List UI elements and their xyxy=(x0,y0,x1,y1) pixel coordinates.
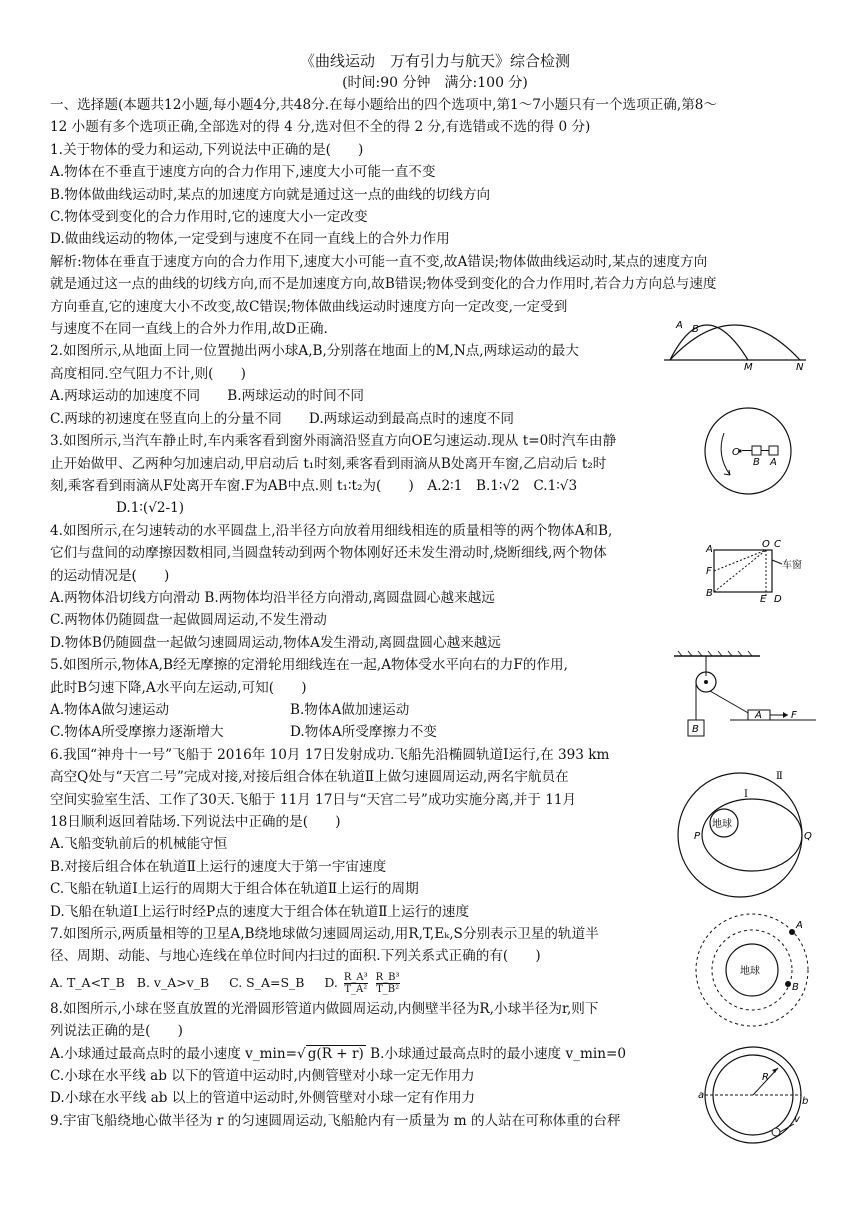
label-b: B xyxy=(692,724,699,735)
q6-option-a: A.飞船变轨前后的机械能守恒 xyxy=(50,836,228,853)
q1-explanation-2: 就是通过这一点的曲线的切线方向,而不是加速度方向,故B错误;物体受到变化的合力作用时,若合力方向总与速度 xyxy=(50,276,717,293)
q2-options-ab: A.两球运动的加速度不同 B.两球运动的时间不同 xyxy=(50,388,364,405)
q4-stem-2: 它们与盘间的动摩擦因数相同,当圆盘转动到两个物体刚好还未发生滑动时,烧断细线,两个物体 xyxy=(50,545,607,562)
label-a: A xyxy=(796,920,803,931)
q8-stem: 8.如图所示,小球在竖直放置的光滑圆形管道内做圆周运动,内侧壁半径为R,小球半径为r,则下 xyxy=(50,1000,599,1017)
q1-option-a: A.物体在不垂直于速度方向的合力作用下,速度大小可能一直不变 xyxy=(50,164,436,181)
satellite-b xyxy=(785,981,791,987)
label-b-block: B xyxy=(753,457,760,468)
q3-stem: 3.如图所示,当汽车静止时,车内乘客看到窗外雨滴沿竖直方向OE匀速运动.现从 t=0时汽车由静 xyxy=(50,433,617,450)
velocity-arrow xyxy=(780,1124,794,1132)
label-a: A xyxy=(755,710,762,721)
label-d: D xyxy=(774,594,782,605)
q5-diagram xyxy=(670,650,820,742)
q8-figure xyxy=(698,1040,808,1150)
page-subtitle: (时间:90 分钟 满分:100 分) xyxy=(342,75,528,91)
line-of xyxy=(714,550,766,571)
label-b: B xyxy=(692,324,699,335)
q8-option-a-prefix: A.小球通过最高点时的最小速度 v_min= xyxy=(50,1045,298,1062)
q2-options-cd: C.两球的初速度在竖直向上的分量不同 D.两球运动到最高点时的速度不同 xyxy=(50,410,514,427)
label-a: a xyxy=(698,1090,705,1101)
q1-stem: 1.关于物体的受力和运动,下列说法中正确的是( ) xyxy=(50,141,364,158)
q9-stem: 9.宇宙飞船绕地心做半径为 r 的匀速圆周运动,飞船舱内有一质量为 m 的人站在可称体重的台秤 xyxy=(50,1112,621,1129)
q1-option-d: D.做曲线运动的物体,一定受到与速度不在同一直线上的合外力作用 xyxy=(50,231,450,248)
q6-figure xyxy=(672,765,812,901)
label-window: 车窗 xyxy=(782,560,802,571)
label-o: O xyxy=(732,447,740,458)
label-earth: 地球 xyxy=(740,966,760,977)
q4-stem: 4.如图所示,在匀速转动的水平圆盘上,沿半径方向放着用细线相连的质量相等的两个物体A和B, xyxy=(50,522,613,539)
q6-diagram xyxy=(672,765,812,901)
block-b xyxy=(752,446,761,455)
q8-stem-2: 列说法正确的是( ) xyxy=(50,1023,183,1040)
label-f: F xyxy=(706,566,712,577)
q7-fraction-a xyxy=(344,972,368,995)
sqrt-sign: √ xyxy=(297,1045,306,1062)
page-title: 《曲线运动 万有引力与航天》综合检测 xyxy=(299,52,570,70)
q5-stem-2: 此时B匀速下降,A水平向左运动,可知( ) xyxy=(50,679,307,696)
label-b: B xyxy=(792,982,799,993)
q4-option-c: C.两物体仍随圆盘一起做圆周运动,不发生滑动 xyxy=(50,612,327,629)
q8-option-b: B.小球通过最高点时的最小速度 v_min=0 xyxy=(370,1045,626,1062)
q4-figure xyxy=(702,405,794,497)
q2-figure xyxy=(660,300,810,372)
q6-option-d: D.飞船在轨道Ⅰ上运行时经P点的速度大于组合体在轨道Ⅱ上运行的速度 xyxy=(50,903,470,920)
label-a-block: A xyxy=(770,457,777,468)
q8-option-c: C.小球在水平线 ab 以下的管道中运动时,内侧管壁对小球一定无作用力 xyxy=(50,1068,475,1085)
q4-diagram xyxy=(702,405,794,497)
rope-a xyxy=(710,691,750,714)
q1-option-b: B.物体做曲线运动时,某点的加速度方向就是通过这一点的曲线的切线方向 xyxy=(50,186,491,203)
q3-stem-3: 刻,乘客看到雨滴从F处离开车窗.F为AB中点.则 t₁∶t₂为( ) A.2∶1 B.1∶√2 C.1∶√3 xyxy=(50,477,578,494)
q2-diagram xyxy=(660,300,810,372)
q7-option-d-prefix: D. xyxy=(324,974,338,990)
label-f: F xyxy=(791,710,797,721)
label-orbit-ii: Ⅱ xyxy=(776,771,783,782)
q7-fraction-b xyxy=(376,972,400,995)
label-n: N xyxy=(796,362,804,373)
q1-explanation: 解析:物体在垂直于速度方向的合力作用下,速度大小可能一直不变,故A错误;物体做曲线运动时,某点的速度方向 xyxy=(50,253,708,270)
label-orbit-i: Ⅰ xyxy=(744,789,748,800)
satellite-a xyxy=(789,929,795,935)
label-a: A xyxy=(706,544,713,555)
q6-stem-3: 空间实验室生活、工作了30天.飞船于 11月 17日与“天宫二号”成功实施分离,并于 11月 xyxy=(50,791,577,808)
block-a xyxy=(769,446,778,455)
q3-option-d: D.1∶(√2-1) xyxy=(116,500,185,517)
q3-diagram xyxy=(702,539,808,605)
label-p: P xyxy=(694,831,701,842)
line-ob xyxy=(714,550,766,592)
q7-diagram xyxy=(690,910,820,1028)
label-v: v xyxy=(794,1114,800,1125)
q5-figure xyxy=(670,650,820,742)
label-q: Q xyxy=(804,831,812,842)
label-a: A xyxy=(676,320,683,331)
rotation-arrow xyxy=(721,433,730,475)
label-earth: 地球 xyxy=(712,819,732,830)
q2-stem-2: 高度相同.空气阻力不计,则( ) xyxy=(50,365,246,382)
q4-stem-3: 的运动情况是( ) xyxy=(50,567,170,584)
section-header-cont: 12 小题有多个选项正确,全部选对的得 4 分,选对但不全的得 2 分,有选错或不选的得 0 分) xyxy=(50,119,591,136)
q1-explanation-3: 方向垂直,它的速度大小不改变,故C错误;物体做曲线运动时速度方向一定改变,一定受到 xyxy=(50,298,568,315)
section-header: 一、选择题(本题共12小题,每小题4分,共48分.在每小题给出的四个选项中,第1～7小题只有一个选项正确,第8～ xyxy=(50,97,718,113)
q7-denominator-a: T_A² xyxy=(344,983,368,995)
q8-diagram xyxy=(698,1040,808,1150)
q7-denominator-b: T_B² xyxy=(376,983,400,995)
q6-option-b: B.对接后组合体在轨道Ⅱ上运行的速度大于第一宇宙速度 xyxy=(50,858,387,875)
q8-option-a-expr: g(R + r) xyxy=(307,1045,364,1062)
q7-option-c: C. S_A=S_B xyxy=(229,974,305,990)
q7-numerator-b: R_B³ xyxy=(375,971,400,983)
q1-explanation-4: 与速度不在同一直线上的合外力作用,故D正确. xyxy=(50,321,328,338)
label-e: E xyxy=(760,594,767,605)
q4-options-ab: A.两物体沿切线方向滑动 B.两物体均沿半径方向滑动,离圆盘圆心越来越远 xyxy=(50,589,495,606)
q6-stem-2: 高空Q处与“天宫二号”完成对接,对接后组合体在轨道Ⅱ上做匀速圆周运动,两名宇航员在 xyxy=(50,769,569,786)
q6-stem: 6.我国“神舟十一号”飞船于 2016年 10月 17日发射成功.飞船先沿椭圆轨道Ⅰ运行,在 393 km xyxy=(50,746,610,763)
q7-stem-2: 径、周期、动能、与地心连线在单位时间内扫过的面积.下列关系式正确的有( ) xyxy=(50,948,541,965)
label-b: B xyxy=(706,588,713,599)
q2-stem: 2.如图所示,从地面上同一位置抛出两小球A,B,分别落在地面上的M,N点,两球运动的最大 xyxy=(50,343,579,360)
q8-option-d: D.小球在水平线 ab 以上的管道中运动时,外侧管壁对小球一定有作用力 xyxy=(50,1090,476,1107)
q6-option-c: C.飞船在轨道Ⅰ上运行的周期大于组合体在轨道Ⅱ上运行的周期 xyxy=(50,881,419,898)
label-o: O xyxy=(762,539,770,550)
q7-stem: 7.如图所示,两质量相等的卫星A,B绕地球做匀速圆周运动,用R,T,Eₖ,S分别表示卫星的轨道半 xyxy=(50,926,599,943)
q3-stem-2: 止开始做甲、乙两种匀加速启动,甲启动后 t₁时刻,乘客看到雨滴从B处离开车窗,乙启动后 t₂时 xyxy=(50,455,607,472)
label-r: R xyxy=(762,1072,769,1083)
q7-numerator-a: R_A³ xyxy=(343,971,368,983)
window-pointer xyxy=(772,560,782,564)
q5-option-c: C.物体A所受摩擦力逐渐增大 xyxy=(50,724,224,741)
q7-option-b: B. v_A>v_B xyxy=(136,974,210,990)
q3-figure xyxy=(702,539,808,605)
label-m: M xyxy=(744,362,753,373)
q5-option-a: A.物体A做匀速运动 xyxy=(50,701,170,718)
car-window xyxy=(714,550,772,592)
q1-option-c: C.物体受到变化的合力作用时,它的速度大小一定改变 xyxy=(50,209,368,226)
q5-stem: 5.如图所示,物体A,B经无摩擦的定滑轮用细线连在一起,A物体受水平向右的力F的作用, xyxy=(50,657,568,674)
q7-figure xyxy=(690,910,820,1028)
q6-stem-4: 18日顺利返回着陆场.下列说法中正确的是( ) xyxy=(50,814,341,830)
ball xyxy=(772,1128,780,1136)
label-b: b xyxy=(802,1096,809,1107)
q5-option-d: D.物体A所受摩擦力不变 xyxy=(290,724,437,741)
q7-option-a: A. T_A<T_B xyxy=(50,974,125,990)
label-c: C xyxy=(774,539,781,550)
q5-option-b: B.物体A做加速运动 xyxy=(290,701,410,718)
q4-option-d: D.物体B仍随圆盘一起做匀速圆周运动,物体A发生滑动,离圆盘圆心越来越远 xyxy=(50,634,501,651)
